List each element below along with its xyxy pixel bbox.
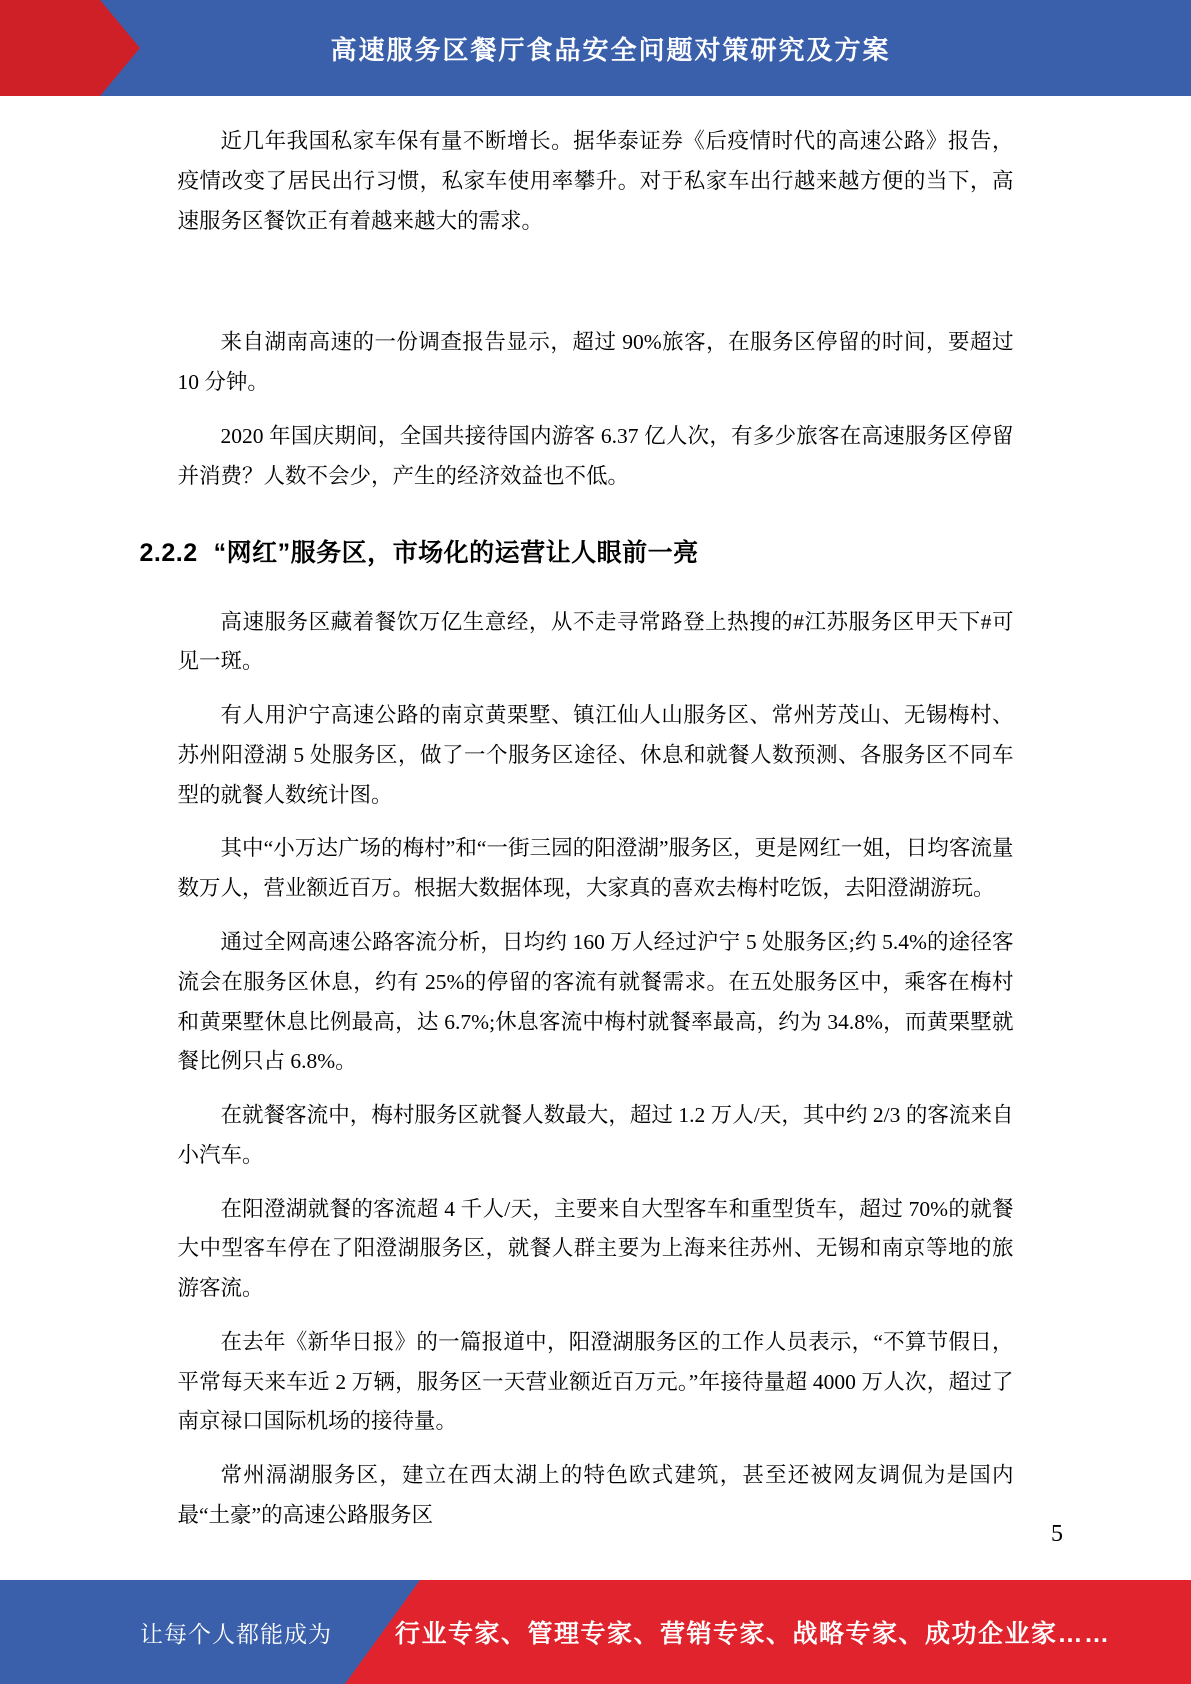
page-number: 5 — [1051, 1521, 1063, 1547]
paragraph: 其中“小万达广场的梅村”和“一街三园的阳澄湖”服务区，更是网红一姐，日均客流量数万人，营业额近百万。根据大数据体现，大家真的喜欢去梅村吃饭，去阳澄湖游玩。 — [177, 836, 1014, 901]
paragraph: 在去年《新华日报》的一篇报道中，阳澄湖服务区的工作人员表示，“不算节假日，平常每天来车近 2 万辆，服务区一天营业额近百万元。”年接待量超 4000 万人次，超过了南京禄口国际机场的接待量。 — [177, 1329, 1014, 1434]
section-number: 2.2.2 — [139, 539, 198, 568]
paragraph: 2020 年国庆期间，全国共接待国内游客 6.37 亿人次，有多少旅客在高速服务区停留并消费？人数不会少，产生的经济效益也不低。 — [177, 423, 1014, 488]
section-heading-text: “网红”服务区，市场化的运营让人眼前一亮 — [213, 539, 699, 568]
paragraph: 通过全网高速公路客流分析，日均约 160 万人经过沪宁 5 处服务区;约 5.4%的途径客流会在服务区休息，约有 25%的停留的客流有就餐需求。在五处服务区中，乘客在梅村和黄栗墅休息比例最高，达 6.7%;休息客流中梅村就餐率最高，约为 34.8%，而黄栗墅就餐比例只占 6.8%。 — [177, 929, 1014, 1074]
footer-slogan-right: 行业专家、管理专家、营销专家、战略专家、成功企业家…… — [395, 1620, 1111, 1648]
paragraph: 常州滆湖服务区，建立在西太湖上的特色欧式建筑，甚至还被网友调侃为是国内最“土豪”的高速公路服务区 — [177, 1463, 1014, 1527]
paragraph: 在阳澄湖就餐的客流超 4 千人/天，主要来自大型客车和重型货车，超过 70%的就餐大中型客车停在了阳澄湖服务区，就餐人群主要为上海来往苏州、无锡和南京等地的旅游客流。 — [177, 1196, 1014, 1301]
page-body — [0, 96, 1191, 1580]
paragraph: 高速服务区藏着餐饮万亿生意经，从不走寻常路登上热搜的#江苏服务区甲天下#可见一斑。 — [177, 609, 1014, 674]
page-header — [0, 0, 1191, 96]
document-content — [139, 96, 1014, 1536]
footer-slogan-left: 让每个人都能成为 — [140, 1620, 332, 1647]
section-heading — [140, 530, 1014, 576]
paragraph: 在就餐客流中，梅村服务区就餐人数最大，超过 1.2 万人/天，其中约 2/3 的客流来自小汽车。 — [177, 1103, 1014, 1167]
page-footer — [0, 1580, 1191, 1684]
paragraph: 来自湖南高速的一份调查报告显示，超过 90%旅客，在服务区停留的时间，要超过 10 分钟。 — [177, 330, 1014, 395]
paragraph: 近几年我国私家车保有量不断增长。据华泰证券《后疫情时代的高速公路》报告，疫情改变了居民出行习惯，私家车使用率攀升。对于私家车出行越来越方便的当下，高速服务区餐饮正有着越来越大的需求。 — [177, 129, 1014, 233]
document-title: 高速服务区餐厅食品安全问题对策研究及方案 — [330, 34, 891, 65]
paragraph: 有人用沪宁高速公路的南京黄栗墅、镇江仙人山服务区、常州芳茂山、无锡梅村、苏州阳澄湖 5 处服务区，做了一个服务区途径、休息和就餐人数预测、各服务区不同车型的就餐人数统计图。 — [177, 703, 1014, 807]
